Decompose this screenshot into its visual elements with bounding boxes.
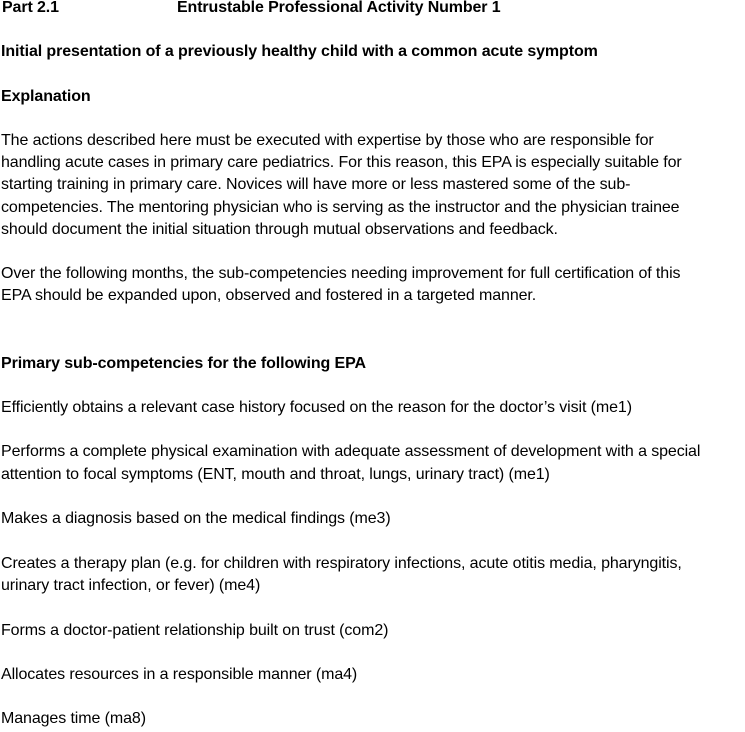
competency-item: Manages time (ma8) xyxy=(1,710,146,727)
competency-item: Makes a diagnosis based on the medical findings (me3) xyxy=(1,510,391,527)
competency-item: Creates a therapy plan (e.g. for children with respiratory infections, acute otitis media, pharyngitis, xyxy=(1,555,682,572)
explanation-line: should document the initial situation through mutual observations and feedback. xyxy=(1,221,558,238)
explanation-line: starting training in primary care. Novices will have more or less mastered some of the sub- xyxy=(1,176,631,193)
explanation-heading: Explanation xyxy=(1,88,91,105)
part-header xyxy=(1,0,745,19)
explanation-line: EPA should be expanded upon, observed and fostered in a targeted manner. xyxy=(1,287,537,304)
explanation-line: The actions described here must be executed with expertise by those who are responsible for xyxy=(1,132,654,149)
explanation-line: handling acute cases in primary care pediatrics. For this reason, this EPA is especially suitable for xyxy=(1,154,682,171)
document-subtitle: Initial presentation of a previously healthy child with a common acute symptom xyxy=(1,43,598,60)
competency-item: Performs a complete physical examination with adequate assessment of development with a special xyxy=(1,443,701,460)
competency-item-continued: urinary tract infection, or fever) (me4) xyxy=(1,577,261,594)
part-title: Entrustable Professional Activity Number 1 xyxy=(177,0,501,16)
part-number: Part 2.1 xyxy=(2,0,59,16)
competency-item: Allocates resources in a responsible manner (ma4) xyxy=(1,666,358,683)
explanation-line: Over the following months, the sub-competencies needing improvement for full certification of this xyxy=(1,265,681,282)
explanation-line: competencies. The mentoring physician who is serving as the instructor and the physician trainee xyxy=(1,199,680,216)
competency-item-continued: attention to focal symptoms (ENT, mouth and throat, lungs, urinary tract) (me1) xyxy=(1,466,550,483)
competency-item: Efficiently obtains a relevant case history focused on the reason for the doctor’s visit (me1) xyxy=(1,399,632,416)
primary-heading: Primary sub-competencies for the following EPA xyxy=(1,355,366,372)
competency-item: Forms a doctor-patient relationship built on trust (com2) xyxy=(1,622,389,639)
